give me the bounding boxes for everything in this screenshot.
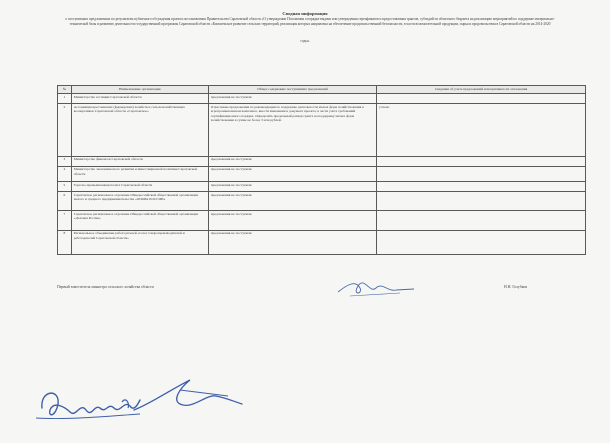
row-acknowledgement <box>377 181 586 191</box>
row-number: 2 <box>58 104 72 156</box>
row-organization: Ассоциация крестьянских (фермерских) хозяйств и сельскохозяйственных кооперативов Саратовской области «Саратовское» <box>71 104 208 156</box>
table-row <box>58 104 586 156</box>
row-number: 7 <box>58 211 72 230</box>
row-acknowledgement <box>377 156 586 166</box>
row-organization: Саратовское региональное отделение Общероссийской общественной организации «Деловая Россия» <box>71 211 208 230</box>
table-row <box>58 211 586 230</box>
row-summary: предложения не поступили <box>208 230 376 254</box>
row-organization: Торгово-промышленная палата Саратовской области <box>71 181 208 191</box>
row-summary: предложения не поступили <box>208 181 376 191</box>
row-acknowledgement: учтено <box>377 104 586 156</box>
header-organization: Наименование организации <box>71 86 208 94</box>
row-acknowledgement <box>377 166 586 181</box>
document-subtitle: о поступивших предложениях по результатам публичного обсуждения проекта постановления Правительства Саратовской области «О утверждении Положения о порядке выдачи или утверждения сертификатов и предоставления грантов, субсидий из областного бюджета на реализацию мероприятий по поддержке материально-технической базы и развитию деятельности государственной программы Саратовской области «Комплексное развитие сельских территорий, реализация которых направлена на обеспечение продовольственной безопасности, в части вспомогательной продукции, сырья и продовольствия в Саратовской области на 2014-2020 <box>65 17 555 26</box>
row-organization: Региональное объединение работодателей «Союз товаропроизводителей и работодателей Саратовской области» <box>71 230 208 254</box>
row-summary: предложения не поступили <box>208 166 376 181</box>
row-summary: предложения не поступили <box>208 156 376 166</box>
row-number: 4 <box>58 166 72 181</box>
proposals-table <box>57 85 586 255</box>
row-acknowledgement <box>377 230 586 254</box>
row-number: 3 <box>58 156 72 166</box>
table-row <box>58 166 586 181</box>
table-row <box>58 94 586 104</box>
row-summary: Отраслевые предложения по рекомендации по поддержке деятельности малых форм хозяйствования в агропромышленном комплексе, внести изменения в документ проекта, в части учета требований сертификационного порядка. Определить предельный размер гранта на поддержку малых форм хозяйствования в сумме не более 3 млн рублей. <box>208 104 376 156</box>
row-organization: Саратовское региональное отделение Общероссийской общественной организации малого и среднего предпринимательства «ОПОРА РОССИИ» <box>71 192 208 211</box>
row-organization: Министерство экономического развития и инвестиционной политики Саратовской области <box>71 166 208 181</box>
row-organization: Министерство финансов Саратовской области <box>71 156 208 166</box>
row-summary: предложения не поступили <box>208 94 376 104</box>
header-number: № <box>58 86 72 94</box>
header-acknowledgement: Сведения об учете предложений или причинах их отклонения <box>377 86 586 94</box>
table-row <box>58 156 586 166</box>
row-number: 1 <box>58 94 72 104</box>
row-summary: предложения не поступили <box>208 192 376 211</box>
header-summary: Общее содержание поступивших предложений <box>208 86 376 94</box>
row-organization: Министерство юстиции Саратовской области <box>71 94 208 104</box>
signatory-position: Первый заместитель министра сельского хозяйства области <box>57 285 154 289</box>
row-number: 8 <box>58 230 72 254</box>
table-row <box>58 181 586 191</box>
row-number: 5 <box>58 181 72 191</box>
table-row <box>58 192 586 211</box>
row-summary: предложения не поступили <box>208 211 376 230</box>
document-subtitle-tail: годы» <box>300 39 310 43</box>
handwritten-signature <box>30 360 270 440</box>
row-number: 6 <box>58 192 72 211</box>
table-row <box>58 230 586 254</box>
table-header-row <box>58 86 586 94</box>
document-title: Сводная информация <box>282 11 328 16</box>
row-acknowledgement <box>377 94 586 104</box>
row-acknowledgement <box>377 211 586 230</box>
official-signature <box>330 270 420 300</box>
row-acknowledgement <box>377 192 586 211</box>
signatory-name: Н.Н. Голубков <box>504 285 528 289</box>
